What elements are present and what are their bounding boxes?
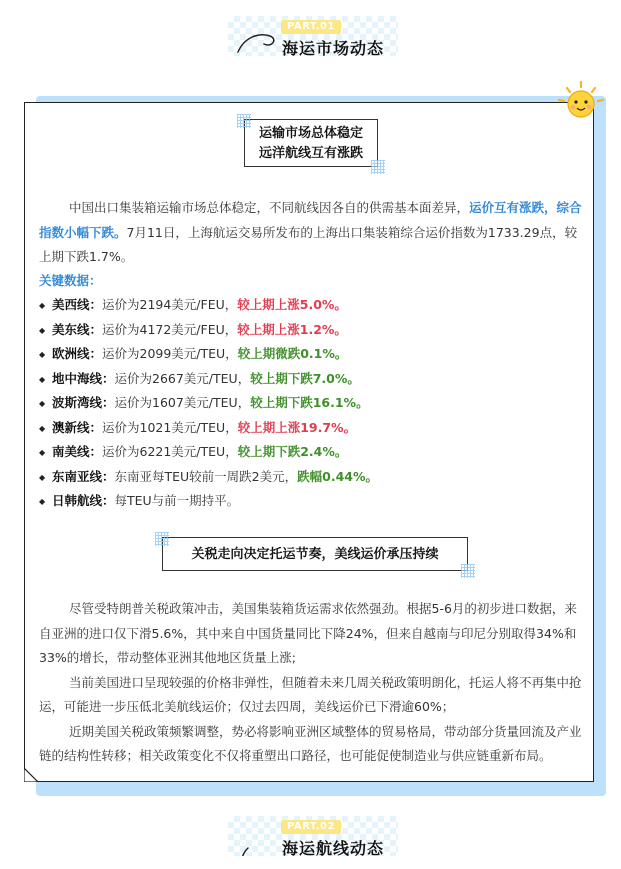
intro-highlight: 运价互有涨跌，综合指数小幅下跌。 [39,200,582,240]
route-name: 澳新线： [51,419,102,435]
intro-text-a: 中国出口集装箱运输市场总体稳定，不同航线因各自的供需基本面差异， [69,200,470,215]
part1-header [0,10,621,58]
section2-title: 关税走向决定托运节奏，美线运价承压持续 [191,547,439,562]
route-change: 较上期上涨5.0%。 [237,297,347,312]
grid-decoration [461,564,475,578]
grid-decoration [155,532,169,546]
part-badge: PART.01 [281,20,341,34]
analysis-paragraph: 当前美国进口呈现较强的价格非弹性，但随着未来几周关税政策明朗化，托运人将不再集中抢运，可能进一步压低北美航线运价；仅过去四周，美线运价已下滑逾60%； [39,674,582,714]
route-item [39,342,584,367]
analysis-paragraph: 尽管受特朗普关税政策冲击，美国集装箱货运需求依然强劲。根据5-6月的初步进口数据，来自亚洲的进口仅下滑5.6%，其中来自中国货量同比下降24%，但来自越南与印尼分别取得34%和33%的增长，带动整体亚洲其他地区货量上涨; [39,601,577,665]
diamond-bullet-icon: ◆ [39,497,46,506]
diamond-bullet-icon: ◆ [39,350,46,359]
intro-text-b: 7月11日，上海航运交易所发布的上海出口集装箱综合运价指数为1733.29点，较上期下跌1.7%。 [39,224,578,264]
route-desc: 运价为6221美元/TEU， [102,444,238,459]
section1-title-line2: 远洋航线互有涨跌 [258,146,363,161]
route-name: 日韩航线： [51,493,115,508]
route-desc: 运价为1021美元/TEU， [102,419,238,435]
route-desc: 运价为2667美元/TEU， [114,370,251,386]
route-item [39,440,584,465]
grid-decoration [237,114,251,128]
diamond-bullet-icon: ◆ [39,399,46,408]
route-name: 东南亚线： [51,468,115,484]
route-item [39,391,584,416]
diamond-bullet-icon: ◆ [39,472,46,482]
section-title: 海运市场动态 [282,39,385,58]
route-desc: 每TEU与前一期持平。 [114,493,240,508]
route-item [39,367,584,392]
route-change: 较上期下跌2.4%。 [237,444,348,459]
diamond-bullet-icon: ◆ [39,423,46,433]
route-change: 较上期上涨19.7%。 [237,419,357,435]
route-change: 较上期微跌0.1%。 [237,346,348,361]
section2-title-box [162,537,468,571]
route-change: 较上期下跌16.1%。 [250,395,369,410]
route-name: 美西线： [51,297,102,312]
analysis-paragraphs [39,597,584,769]
route-name: 欧洲线： [51,346,102,361]
section1-title-box [244,119,378,167]
grid-decoration [371,160,385,174]
route-item [39,465,584,490]
route-desc: 运价为2194美元/FEU， [102,297,238,312]
route-desc: 运价为1607美元/TEU， [114,395,251,410]
diamond-bullet-icon: ◆ [39,448,46,457]
swirl-icon [236,28,280,56]
section-title: 海运航线动态 [282,839,385,858]
route-item [39,318,584,343]
section1-title-line1: 运输市场总体稳定 [258,126,363,141]
part2-header [0,810,621,858]
route-name: 地中海线： [51,370,115,386]
page-fold-icon [24,768,38,782]
route-name: 波斯湾线： [51,395,115,410]
diamond-bullet-icon: ◆ [39,301,46,310]
diamond-bullet-icon: ◆ [39,325,46,335]
route-desc: 运价为2099美元/TEU， [102,346,238,361]
route-name: 南美线： [51,444,102,459]
sun-icon [555,80,607,124]
diamond-bullet-icon: ◆ [39,374,46,384]
route-change: 较上期上涨1.2%。 [237,321,347,337]
swirl-icon [236,828,280,856]
route-change: 跌幅0.44%。 [297,468,379,484]
key-data-label: 关键数据： [39,273,102,288]
route-desc: 东南亚每TEU较前一周跌2美元， [114,468,298,484]
part-badge: PART.02 [281,820,341,834]
route-change: 较上期下跌7.0%。 [250,370,360,386]
route-item [39,416,584,441]
route-list [39,293,584,514]
analysis-paragraph: 近期美国关税政策频繁调整，势必将影响亚洲区域整体的贸易格局，带动部分货量回流及产业链的结构性转移；相关政策变化不仅将重塑出口路径，也可能促使制造业与供应链重新布局。 [39,723,582,763]
route-name: 美东线： [51,321,102,337]
route-desc: 运价为4172美元/FEU， [102,321,238,337]
route-item [39,489,584,514]
route-item [39,293,584,318]
intro-paragraph [39,196,584,270]
